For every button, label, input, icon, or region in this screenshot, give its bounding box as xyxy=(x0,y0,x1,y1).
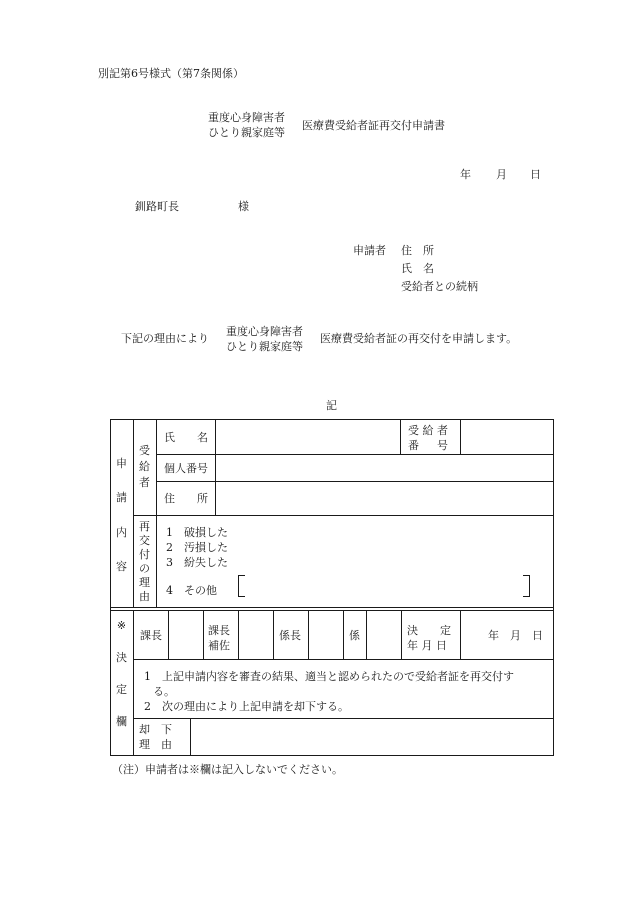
stamp-box-staff[interactable] xyxy=(367,611,401,659)
applicant-address-label: 住 所 xyxy=(401,244,434,257)
recipient-name-field[interactable] xyxy=(216,420,400,454)
date-year-label: 年 xyxy=(460,168,471,181)
decision-char-2: 定 xyxy=(116,683,127,696)
stamp-box-section-chief[interactable] xyxy=(169,611,203,659)
stamp-label-staff: 係 xyxy=(349,629,360,642)
reason-char-1: 再 xyxy=(139,520,150,533)
stamp-label-subsection-chief: 係長 xyxy=(279,629,301,642)
reason-char-3: 付 xyxy=(139,548,150,561)
title-prefix-line-1: 重度心身障害者 xyxy=(208,111,285,124)
date-day-label: 日 xyxy=(530,168,541,181)
recipient-address-label: 住 所 xyxy=(164,492,208,505)
side-char-4: 容 xyxy=(116,560,127,573)
decision-outcome-approve-cont: る。 xyxy=(153,685,175,698)
recipient-number-label xyxy=(408,423,448,453)
recipient-number-field[interactable] xyxy=(461,420,553,454)
decision-outcome-reject[interactable]: 2 次の理由により上記申請を却下する。 xyxy=(144,700,349,713)
reject-reason-label-line-1: 却 下 xyxy=(139,723,172,736)
honorific: 様 xyxy=(238,200,249,213)
side-char-1: 申 xyxy=(116,457,127,470)
title-prefix-line-2: ひとり親家庭等 xyxy=(208,126,285,139)
stamp-label-deputy-line-2: 補佐 xyxy=(208,639,230,652)
other-reason-field[interactable] xyxy=(246,575,522,595)
other-reason-bracket-right xyxy=(523,575,530,597)
ki-heading: 記 xyxy=(326,399,337,412)
request-mid-line-1: 重度心身障害者 xyxy=(226,325,303,338)
personal-number-field[interactable] xyxy=(216,455,553,481)
decision-date-label xyxy=(407,623,451,653)
request-prefix: 下記の理由により xyxy=(121,332,209,345)
recipient-char-3: 者 xyxy=(139,476,150,489)
decision-outcome-approve[interactable]: 1 上記申請内容を審査の結果、適当と認められたので受給者証を再交付す xyxy=(144,670,514,683)
addressee: 釧路町長 xyxy=(135,200,179,213)
decision-date-value[interactable]: 年 月 日 xyxy=(488,629,543,642)
reason-option-soiled[interactable]: 2 汚損した xyxy=(166,541,228,554)
stamp-label-deputy-line-1: 課長 xyxy=(208,624,230,637)
request-suffix: 医療費受給者証の再交付を申請します。 xyxy=(320,332,518,345)
reason-option-lost[interactable]: 3 紛失した xyxy=(166,556,228,569)
reject-reason-label xyxy=(139,722,172,752)
stamp-label-deputy xyxy=(208,623,230,653)
other-reason-bracket-left xyxy=(238,575,245,597)
side-char-3: 内 xyxy=(116,526,127,539)
reject-reason-label-line-2: 理 由 xyxy=(139,738,172,751)
form-reference: 別記第6号様式（第7条関係） xyxy=(98,67,244,80)
request-mid-line-2: ひとり親家庭等 xyxy=(226,340,303,353)
recipient-char-2: 給 xyxy=(139,460,150,473)
applicant-relation-label: 受給者との続柄 xyxy=(401,280,478,293)
title-prefix xyxy=(208,110,285,140)
applicant-name-label: 氏 名 xyxy=(401,262,434,275)
applicant-label: 申請者 xyxy=(353,244,386,257)
personal-number-label: 個人番号 xyxy=(164,462,208,475)
reason-char-2: 交 xyxy=(139,534,150,547)
stamp-label-section-chief: 課長 xyxy=(140,629,162,642)
recipient-char-1: 受 xyxy=(139,444,150,457)
decision-date-label-line-2: 年 月 日 xyxy=(407,639,447,652)
recipient-name-label: 氏 名 xyxy=(164,431,208,444)
document-title: 医療費受給者証再交付申請書 xyxy=(302,119,445,132)
reason-char-4: の xyxy=(139,562,150,575)
date-month-label: 月 xyxy=(496,168,507,181)
reason-option-damaged[interactable]: 1 破損した xyxy=(166,526,228,539)
decision-mark: ※ xyxy=(116,619,127,632)
decision-date-label-line-1: 決 定 xyxy=(407,624,451,637)
reason-char-5: 理 xyxy=(139,576,150,589)
recipient-number-label-line-1: 受 給 者 xyxy=(408,424,448,437)
reject-reason-field[interactable] xyxy=(191,719,553,755)
footnote: （注）申請者は※欄は記入しないでください。 xyxy=(112,763,343,776)
reason-option-other[interactable]: 4 その他 xyxy=(166,584,217,597)
reason-char-6: 由 xyxy=(139,590,150,603)
decision-char-1: 決 xyxy=(116,651,127,664)
decision-char-3: 欄 xyxy=(116,715,127,728)
stamp-box-deputy[interactable] xyxy=(239,611,273,659)
recipient-address-field[interactable] xyxy=(216,482,553,515)
recipient-number-label-line-2: 番 号 xyxy=(408,439,448,452)
request-mid xyxy=(226,324,303,354)
side-char-2: 請 xyxy=(116,491,127,504)
stamp-box-subsection-chief[interactable] xyxy=(309,611,343,659)
